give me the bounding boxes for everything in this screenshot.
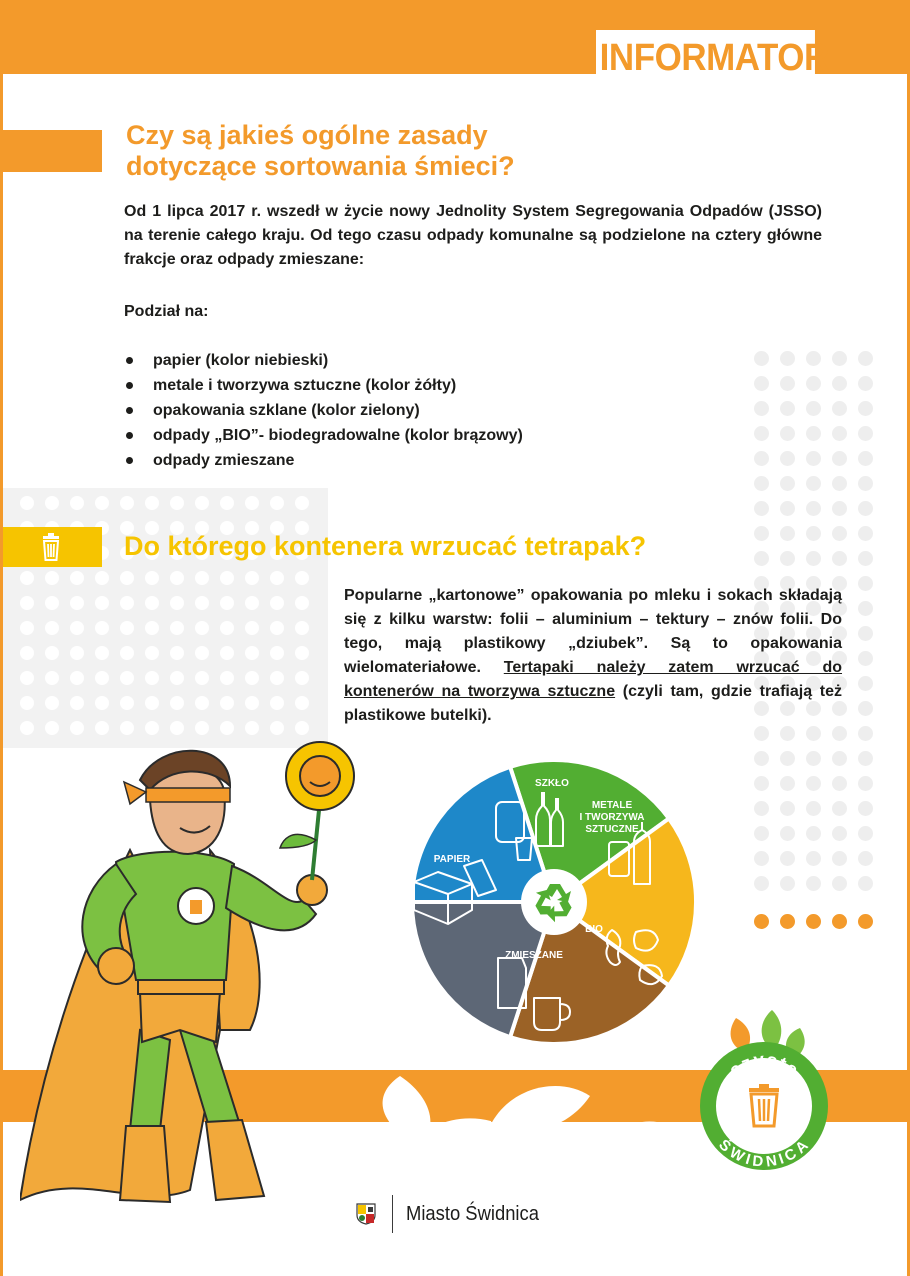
decorative-dot	[120, 571, 134, 585]
logo-top-text: czysta	[725, 1049, 803, 1082]
decorative-dot	[270, 671, 284, 685]
decorative-dot	[295, 496, 309, 510]
decorative-dot	[780, 401, 795, 416]
decorative-dot	[195, 496, 209, 510]
decorative-dot	[754, 376, 769, 391]
decorative-dot	[70, 571, 84, 585]
decorative-dot	[70, 671, 84, 685]
list-item-text: metale i tworzywa sztuczne (kolor żółty)	[153, 377, 457, 394]
decorative-dot	[295, 646, 309, 660]
decorative-dot	[832, 851, 847, 866]
decorative-dot	[858, 776, 873, 791]
decorative-dot	[145, 646, 159, 660]
decorative-dot	[145, 621, 159, 635]
bullet-icon	[126, 357, 133, 364]
decorative-dot	[858, 701, 873, 716]
wheel-segment-label: I TWORZYWA	[579, 812, 645, 823]
decorative-dot	[145, 696, 159, 710]
list-item-text: odpady zmieszane	[153, 452, 295, 469]
decorative-dot	[754, 476, 769, 491]
decorative-dot	[170, 571, 184, 585]
decorative-dot	[806, 851, 821, 866]
decorative-dot	[245, 621, 259, 635]
decorative-dot	[780, 851, 795, 866]
decorative-dot	[754, 876, 769, 891]
wheel-segment-label: ZMIESZANE	[505, 950, 563, 961]
decorative-dot	[95, 646, 109, 660]
decorative-dot	[754, 801, 769, 816]
decorative-dot	[20, 571, 34, 585]
decorative-dot	[195, 696, 209, 710]
decorative-dot	[20, 671, 34, 685]
leaf-decoration	[360, 1046, 730, 1166]
decorative-dot	[832, 501, 847, 516]
bullet-icon	[126, 407, 133, 414]
decorative-dot	[270, 646, 284, 660]
decorative-dot	[832, 551, 847, 566]
decorative-dot	[858, 451, 873, 466]
decorative-dot	[295, 596, 309, 610]
list-item	[124, 448, 523, 473]
decorative-dot	[70, 646, 84, 660]
decorative-dot	[45, 671, 59, 685]
decorative-dot	[120, 646, 134, 660]
decorative-dot	[245, 596, 259, 610]
decorative-dot	[754, 351, 769, 366]
list-item	[124, 398, 523, 423]
decorative-dot	[858, 376, 873, 391]
decorative-dot	[195, 571, 209, 585]
intro-paragraph: Od 1 lipca 2017 r. wszedł w życie nowy Jednolity System Segregowania Odpadów (JSSO) na terenie całego kraju. Od tego czasu odpady komunalne są podzielone na cztery główne frakcje oraz odpady zmieszane:	[124, 203, 822, 268]
decorative-dot	[858, 576, 873, 591]
decorative-dot	[95, 596, 109, 610]
decorative-dot	[754, 826, 769, 841]
decorative-dot	[170, 621, 184, 635]
decorative-dot	[832, 876, 847, 891]
logo-bottom-text: ŚWIDNICA	[715, 1136, 813, 1170]
decorative-dot	[20, 496, 34, 510]
bullet-icon	[126, 382, 133, 389]
decorative-dot	[120, 596, 134, 610]
decorative-dot	[220, 571, 234, 585]
decorative-dot	[245, 696, 259, 710]
decorative-dot	[45, 596, 59, 610]
decorative-dot	[145, 571, 159, 585]
decorative-dot	[120, 496, 134, 510]
decorative-dot	[20, 646, 34, 660]
decorative-dot	[858, 826, 873, 841]
list-item	[124, 423, 523, 448]
decorative-dot	[145, 671, 159, 685]
decorative-dot	[858, 526, 873, 541]
decorative-dot	[780, 801, 795, 816]
decorative-dot	[195, 596, 209, 610]
list-heading: Podział na:	[124, 303, 209, 320]
decorative-dot	[832, 476, 847, 491]
decorative-dot	[832, 776, 847, 791]
decorative-dot	[780, 501, 795, 516]
decorative-dot	[806, 401, 821, 416]
decorative-dot	[754, 776, 769, 791]
decorative-dot	[806, 376, 821, 391]
wheel-segment-label: SZKŁO	[535, 778, 569, 789]
decorative-dot	[220, 596, 234, 610]
decorative-dot	[832, 526, 847, 541]
decorative-dot	[220, 496, 234, 510]
decorative-dot	[858, 426, 873, 441]
decorative-dot	[195, 671, 209, 685]
decorative-dot	[754, 451, 769, 466]
decorative-dot	[20, 621, 34, 635]
section-marker	[0, 130, 102, 172]
decorative-dot	[120, 621, 134, 635]
decorative-dot	[70, 596, 84, 610]
decorative-dot	[270, 496, 284, 510]
decorative-dot	[220, 671, 234, 685]
decorative-dot	[195, 646, 209, 660]
decorative-dot	[70, 496, 84, 510]
decorative-dot	[45, 496, 59, 510]
decorative-dot	[295, 696, 309, 710]
section-title-tetrapak: Do którego kontenera wrzucać tetrapak?	[124, 531, 647, 561]
wheel-center	[521, 869, 587, 935]
paragraph-text: Popularne „kartonowe” opakowania po mleku i sokach składają się z kilku warstw: folii – aluminium – tektury – znów folii. Do tego, mają plastikowy „dziubek”. Są to opakowania wielomateriałowe.	[344, 587, 842, 676]
decorative-dot	[754, 851, 769, 866]
decorative-dot	[832, 751, 847, 766]
footer-divider	[392, 1195, 393, 1233]
decorative-dot	[70, 621, 84, 635]
list-item-text: opakowania szklane (kolor zielony)	[153, 402, 420, 419]
decorative-dot	[95, 496, 109, 510]
highlighted-text: Tertapaki należy zatem wrzucać do kontenerów na tworzywa sztuczne	[344, 659, 843, 700]
wheel-segment-label: PAPIER	[433, 854, 471, 865]
decorative-dot	[95, 571, 109, 585]
decorative-dot	[806, 751, 821, 766]
tetrapak-paragraph	[344, 584, 842, 728]
decorative-dot	[170, 671, 184, 685]
decorative-dot	[832, 826, 847, 841]
decorative-dot	[858, 401, 873, 416]
decorative-dot	[754, 501, 769, 516]
decorative-dot	[45, 621, 59, 635]
decorative-dot	[295, 671, 309, 685]
decorative-dot	[858, 726, 873, 741]
decorative-dot	[170, 696, 184, 710]
decorative-dot	[780, 776, 795, 791]
decorative-dot	[170, 596, 184, 610]
decorative-dot	[120, 696, 134, 710]
wheel-segment-label: SZTUCZNE	[585, 824, 639, 835]
decorative-dot	[270, 596, 284, 610]
decorative-dot	[95, 621, 109, 635]
decorative-dot	[754, 551, 769, 566]
decorative-dot	[220, 696, 234, 710]
decorative-dot	[195, 621, 209, 635]
list-item	[124, 373, 523, 398]
decorative-dot	[806, 426, 821, 441]
waste-sorting-wheel	[404, 752, 704, 1052]
decorative-dot	[95, 671, 109, 685]
decorative-dot	[754, 726, 769, 741]
decorative-dot	[220, 646, 234, 660]
decorative-dot	[858, 676, 873, 691]
list-item-text: papier (kolor niebieski)	[153, 352, 329, 369]
decorative-dot	[170, 646, 184, 660]
decorative-dot	[170, 496, 184, 510]
decorative-dot	[806, 476, 821, 491]
decorative-dot	[245, 571, 259, 585]
decorative-dot	[858, 651, 873, 666]
title-line: Czy są jakieś ogólne zasady	[126, 120, 488, 150]
decorative-dot	[806, 451, 821, 466]
title-line: dotyczące sortowania śmieci?	[126, 151, 515, 181]
decorative-dot	[832, 801, 847, 816]
decorative-dot	[832, 451, 847, 466]
decorative-dot	[832, 376, 847, 391]
list-item-text: odpady „BIO”- biodegradowalne (kolor brązowy)	[153, 427, 523, 444]
decorative-dot	[220, 621, 234, 635]
decorative-dot	[780, 476, 795, 491]
decorative-dot	[858, 851, 873, 866]
page-title: INFORMATOR	[596, 30, 815, 80]
list-item	[124, 348, 523, 373]
decorative-dot	[120, 671, 134, 685]
decorative-dot	[95, 696, 109, 710]
decorative-dot	[780, 526, 795, 541]
decorative-dot	[754, 401, 769, 416]
decorative-dot	[832, 401, 847, 416]
decorative-dot	[806, 526, 821, 541]
decorative-dot	[780, 726, 795, 741]
decorative-dot	[806, 876, 821, 891]
decorative-dot	[806, 801, 821, 816]
decorative-dot	[245, 646, 259, 660]
decorative-dot	[858, 876, 873, 891]
decorative-dot	[45, 571, 59, 585]
wheel-segment-label: METALE	[591, 800, 633, 811]
decorative-dot	[780, 751, 795, 766]
decorative-dot	[832, 351, 847, 366]
decorative-dot	[270, 621, 284, 635]
decorative-dot	[270, 571, 284, 585]
decorative-dot	[858, 801, 873, 816]
decorative-dot	[806, 351, 821, 366]
decorative-dot	[754, 751, 769, 766]
decorative-dot	[806, 776, 821, 791]
decorative-dot	[295, 621, 309, 635]
decorative-dot	[806, 551, 821, 566]
decorative-dot	[70, 696, 84, 710]
decorative-dot	[145, 496, 159, 510]
city-crest-icon	[356, 1203, 376, 1225]
mascot-hero-illustration	[20, 730, 370, 1230]
wheel-segment-label: BIO	[585, 924, 603, 935]
decorative-dot	[245, 671, 259, 685]
decorative-dot	[858, 601, 873, 616]
decorative-dot	[858, 501, 873, 516]
decorative-dot	[245, 496, 259, 510]
decorative-dot	[754, 526, 769, 541]
decorative-dot	[832, 726, 847, 741]
decorative-dot	[20, 696, 34, 710]
czysta-swidnica-logo	[676, 1004, 836, 1170]
decorative-orange-dots	[754, 914, 873, 929]
decorative-dot	[806, 501, 821, 516]
bullet-icon	[126, 457, 133, 464]
decorative-dot	[20, 596, 34, 610]
decorative-dot	[145, 596, 159, 610]
decorative-dot	[832, 426, 847, 441]
footer-city-name: Miasto Świdnica	[406, 1203, 539, 1225]
decorative-dot	[780, 551, 795, 566]
decorative-dot	[780, 876, 795, 891]
decorative-dot	[858, 751, 873, 766]
decorative-dot	[806, 826, 821, 841]
trash-bin-icon	[36, 532, 66, 562]
fraction-list	[124, 348, 523, 473]
decorative-dot	[270, 696, 284, 710]
decorative-dot	[858, 551, 873, 566]
decorative-dot	[858, 476, 873, 491]
decorative-dot	[780, 426, 795, 441]
decorative-dot	[295, 571, 309, 585]
logo-bin-lid	[749, 1088, 779, 1092]
decorative-dot	[858, 351, 873, 366]
decorative-dot	[754, 426, 769, 441]
bullet-icon	[126, 432, 133, 439]
section-title-sorting-rules	[126, 120, 686, 182]
decorative-dot	[780, 451, 795, 466]
decorative-dot	[780, 826, 795, 841]
paragraph-text: (czyli tam, gdzie trafiają też plastikowe butelki).	[344, 683, 842, 724]
decorative-dot	[780, 376, 795, 391]
decorative-dot	[806, 726, 821, 741]
decorative-dot	[45, 696, 59, 710]
decorative-dot	[858, 626, 873, 641]
decorative-dot	[45, 646, 59, 660]
decorative-dot	[780, 351, 795, 366]
